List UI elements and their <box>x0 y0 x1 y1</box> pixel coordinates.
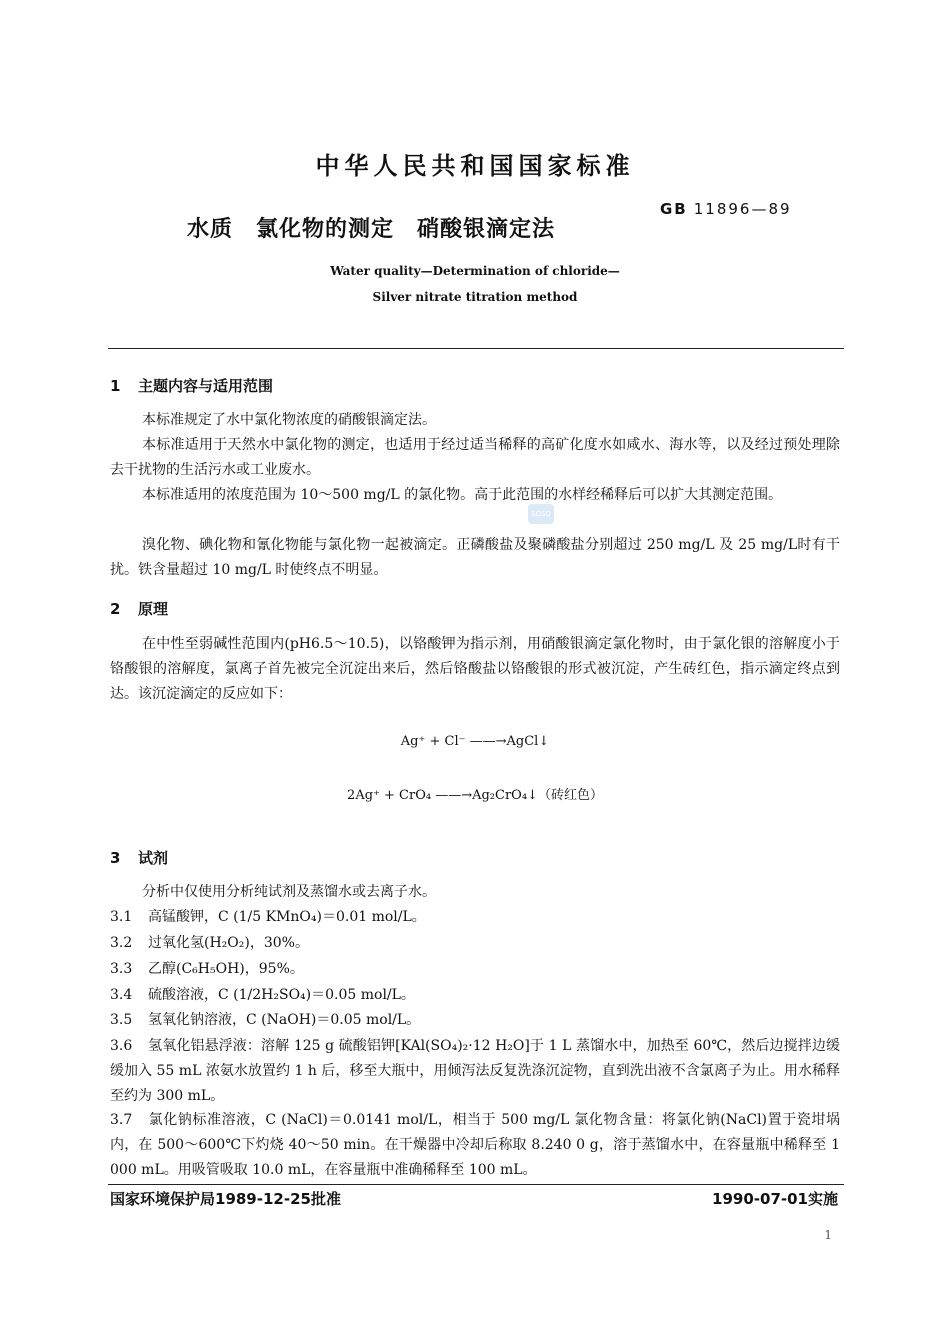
reagent-item <box>110 931 840 956</box>
section-number: 2 <box>110 600 121 618</box>
item-text: 乙醇(C₆H₅OH)，95%。 <box>148 961 304 977</box>
reagent-item <box>110 1108 840 1183</box>
section-title: 试剂 <box>138 849 169 867</box>
item-number: 3.6 <box>110 1038 133 1054</box>
item-text: 氢氧化钠溶液，C (NaOH)＝0.05 mol/L。 <box>148 1012 421 1028</box>
reaction-equation-2: 2Ag⁺ + CrO₄ ——→Ag₂CrO₄↓（砖红色） <box>347 788 603 803</box>
reagent-item <box>110 957 840 982</box>
item-text: 氯化钠标准溶液，C (NaCl)＝0.0141 mol/L，相当于 500 mg/L 氯化物含量：将氯化钠(NaCl)置于瓷坩埚内，在 500～600℃下灼烧 40～50 min。在干燥器中冷却后称取 8.240 0 g，溶于蒸馏水中，在容量瓶中稀释至 1 000 mL。用吸管吸取 10.0 mL，在容量瓶中准确稀释至 100 mL。 <box>110 1112 840 1178</box>
section-3-heading <box>110 847 168 868</box>
reagent-item <box>110 1034 840 1109</box>
approval-line: 国家环境保护局1989-12-25批准 <box>110 1190 341 1208</box>
item-number: 3.5 <box>110 1012 133 1028</box>
section-3-intro: 分析中仅使用分析纯试剂及蒸馏水或去离子水。 <box>142 884 436 900</box>
section-number: 3 <box>110 849 121 867</box>
item-number: 3.1 <box>110 909 133 925</box>
item-number: 3.4 <box>110 987 133 1003</box>
section-1-paragraph: 溴化物、碘化物和氰化物能与氯化物一起被滴定。正磷酸盐及聚磷酸盐分别超过 250 mg/L 及 25 mg/L时有干扰。铁含量超过 10 mg/L 时使终点不明显。 <box>110 537 840 578</box>
bottom-divider <box>108 1184 844 1185</box>
reagent-item <box>110 905 840 930</box>
reaction-equation-1: Ag⁺ + Cl⁻ ——→AgCl↓ <box>400 734 550 749</box>
watermark-logo: SOSO <box>528 504 554 524</box>
item-number: 3.3 <box>110 961 133 977</box>
page-number: 1 <box>824 1228 832 1242</box>
section-1-heading <box>110 375 273 396</box>
section-number: 1 <box>110 377 121 395</box>
item-text: 氢氧化铝悬浮液：溶解 125 g 硫酸铝钾[KAl(SO₄)₂·12 H₂O]于 1 L 蒸馏水中，加热至 60℃，然后边搅拌边缓缓加入 55 mL 浓氨水放置约 1 h 后，移至大瓶中，用倾泻法反复洗涤沉淀物，直到洗出液不含氯离子为止。用水稀释至约为 300 mL。 <box>110 1038 840 1104</box>
english-title-line-1: Water quality—Determination of chloride— <box>330 264 620 278</box>
standard-number: 11896—89 <box>693 200 792 218</box>
implementation-date: 1990-07-01实施 <box>712 1190 838 1208</box>
standard-prefix: GB <box>660 200 688 218</box>
national-standard-title: 中华人民共和国国家标准 <box>315 152 635 180</box>
section-2-paragraph: 在中性至弱碱性范围内(pH6.5～10.5)，以铬酸钾为指示剂，用硝酸银滴定氯化物时，由于氯化银的溶解度小于铬酸银的溶解度，氯离子首先被完全沉淀出来后，然后铬酸盐以铬酸银的形式被沉淀，产生砖红色，指示滴定终点到达。该沉淀滴定的反应如下： <box>110 636 840 702</box>
item-number: 3.2 <box>110 935 133 951</box>
top-divider <box>108 348 844 349</box>
section-1-paragraph: 本标准适用于天然水中氯化物的测定，也适用于经过适当稀释的高矿化度水如咸水、海水等，以及经过预处理除去干扰物的生活污水或工业废水。 <box>110 437 840 478</box>
section-title: 主题内容与适用范围 <box>138 377 274 395</box>
item-text: 高锰酸钾，C (1/5 KMnO₄)＝0.01 mol/L。 <box>148 909 426 925</box>
reagent-item <box>110 983 840 1008</box>
section-2-heading <box>110 598 168 619</box>
section-title: 原理 <box>138 600 169 618</box>
item-text: 硫酸溶液，C (1/2H₂SO₄)＝0.05 mol/L。 <box>148 987 415 1003</box>
item-number: 3.7 <box>110 1112 133 1128</box>
document-title: 水质 氯化物的测定 硝酸银滴定法 <box>187 217 556 242</box>
standard-code <box>660 200 792 218</box>
item-text: 过氧化氢(H₂O₂)，30%。 <box>148 935 309 951</box>
english-title-line-2: Silver nitrate titration method <box>372 290 578 304</box>
section-1-paragraph: 本标准适用的浓度范围为 10～500 mg/L 的氯化物。高于此范围的水样经稀释后可以扩大其测定范围。 <box>142 487 783 503</box>
reagent-item <box>110 1008 840 1033</box>
section-1-paragraph: 本标准规定了水中氯化物浓度的硝酸银滴定法。 <box>142 412 436 428</box>
